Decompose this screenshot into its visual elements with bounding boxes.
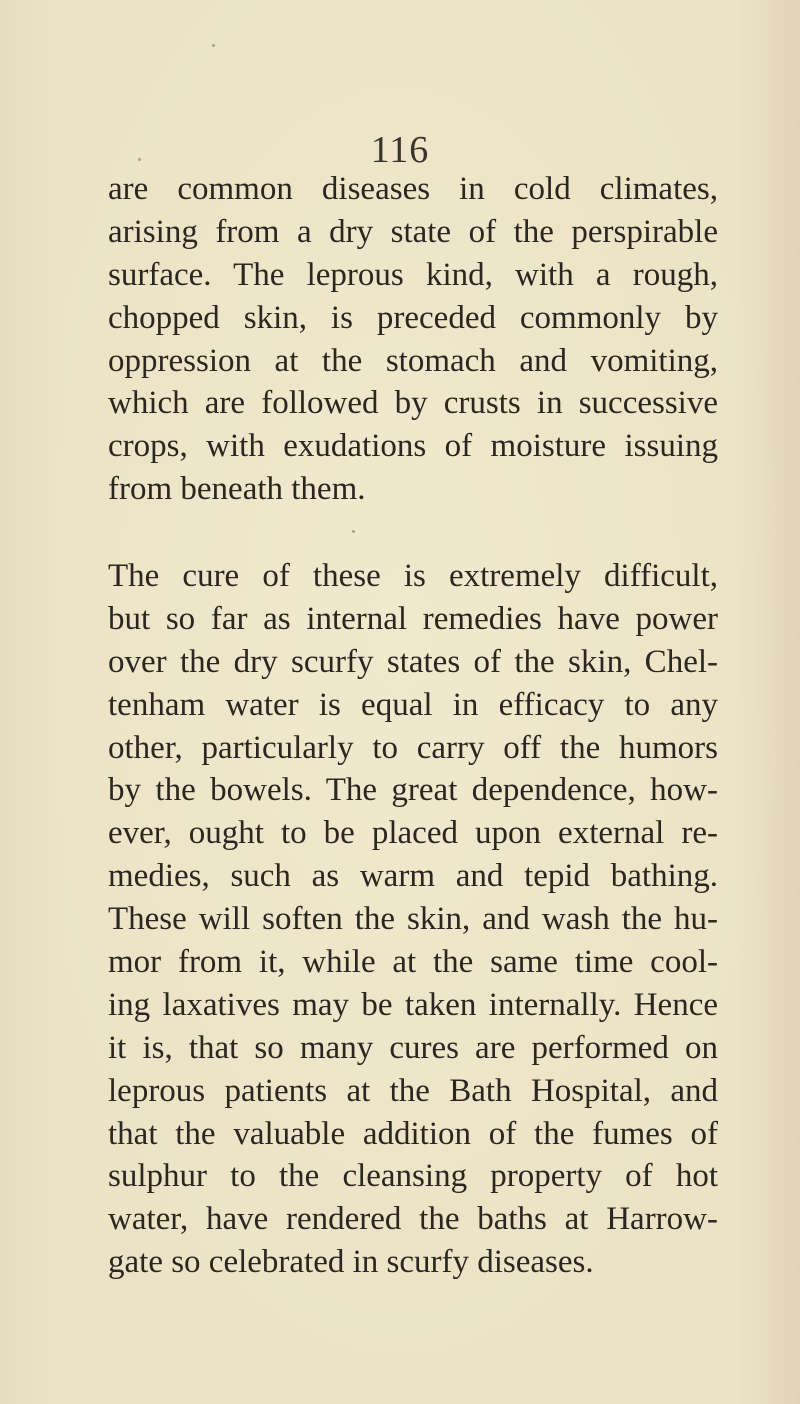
text-line: leprous patients at the Bath Hospital, and bbox=[108, 1072, 718, 1109]
paragraph-2 bbox=[108, 555, 718, 1284]
text-line: ever, ought to be placed upon external re- bbox=[108, 815, 718, 852]
text-line: crops, with exudations of moisture issuing bbox=[108, 428, 718, 465]
text-line: chopped skin, is preceded commonly by bbox=[108, 299, 718, 336]
text-line: over the dry scurfy states of the skin, Chel- bbox=[108, 643, 718, 680]
page-number: 116 bbox=[370, 129, 430, 171]
text-line: medies, such as warm and tepid bathing. bbox=[108, 858, 718, 895]
text-line: These will soften the skin, and wash the hu- bbox=[108, 901, 718, 938]
paragraph-1 bbox=[108, 168, 718, 511]
text-line: mor from it, while at the same time cool- bbox=[108, 944, 718, 981]
text-line: that the valuable addition of the fumes of bbox=[108, 1115, 718, 1152]
text-line: water, have rendered the baths at Harrow- bbox=[108, 1201, 718, 1238]
text-line: tenham water is equal in efficacy to any bbox=[108, 686, 718, 723]
text-line: sulphur to the cleansing property of hot bbox=[108, 1158, 718, 1195]
text-line: from beneath them. bbox=[108, 471, 366, 508]
text-line: gate so celebrated in scurfy diseases. bbox=[108, 1244, 594, 1281]
text-line: The cure of these is extremely difficult, bbox=[108, 558, 718, 594]
paper-speck bbox=[212, 44, 215, 47]
text-line: ing laxatives may be taken internally. Hence bbox=[108, 986, 718, 1023]
text-line: but so far as internal remedies have power bbox=[108, 600, 718, 637]
paper-speck bbox=[352, 530, 355, 533]
text-line: other, particularly to carry off the humors bbox=[108, 729, 718, 766]
text-line: surface. The leprous kind, with a rough, bbox=[108, 256, 718, 293]
text-line: which are followed by crusts in successive bbox=[108, 385, 718, 422]
text-line: arising from a dry state of the perspirable bbox=[108, 213, 718, 250]
text-line: by the bowels. The great dependence, how- bbox=[108, 772, 718, 809]
text-line: are common diseases in cold climates, bbox=[108, 171, 718, 207]
text-line: it is, that so many cures are performed on bbox=[108, 1029, 718, 1066]
text-line: oppression at the stomach and vomiting, bbox=[108, 342, 718, 379]
